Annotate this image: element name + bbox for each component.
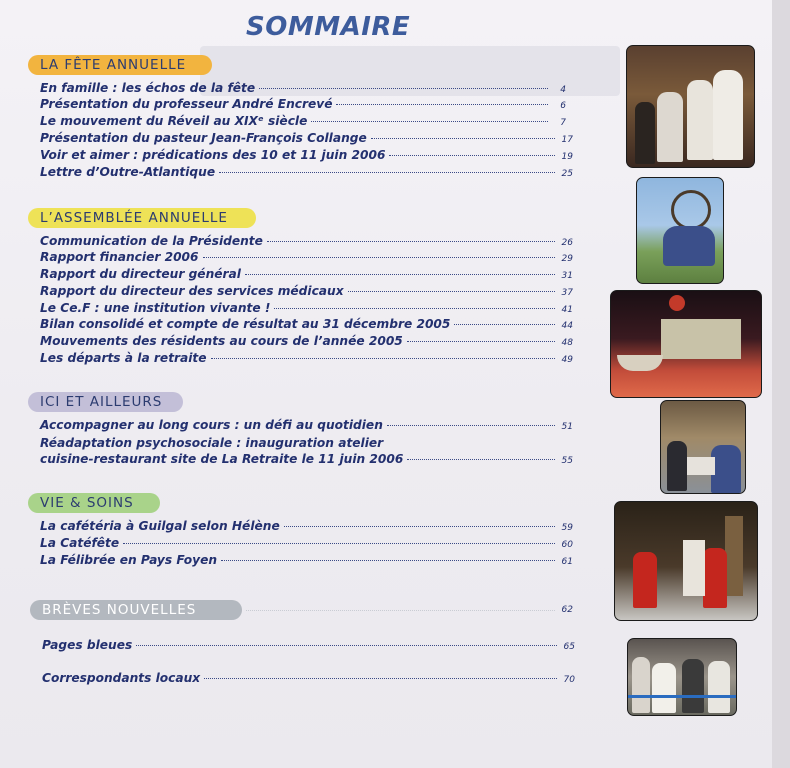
toc-entry-page: 7 [560,118,566,128]
leader-dots [219,172,555,173]
person-shape [667,441,687,491]
section-heading-ailleurs: ICI ET AILLEURS [28,392,183,412]
person-shape [711,445,741,493]
clock-tower-shape [725,516,743,596]
toc-entry-page: 17 [561,135,573,145]
toc-entry-label: Lettre d’Outre-Atlantique [40,165,216,179]
leader-dots [123,543,555,544]
leader-dots [204,678,557,679]
toc-entry[interactable] [40,519,573,535]
stage-gear-shape [669,295,685,311]
toc-entry-label: Rapport du directeur général [40,267,241,281]
leader-dots [387,425,555,426]
hot-air-balloon-photo [636,177,724,284]
toc-entry[interactable] [40,284,573,300]
section-heading-assemblee: L’ASSEMBLÉE ANNUELLE [28,208,256,228]
toc-entry-page: 41 [561,305,573,315]
leader-dots [336,104,548,105]
toc-entry-page: 55 [561,456,573,466]
guard-shape [633,552,657,608]
toc-entry-label: Rapport financier 2006 [40,250,199,264]
toc-entry-label: Correspondants locaux [42,671,201,685]
leader-dots [246,610,555,611]
leader-dots [454,324,555,325]
stage-set-shape [661,319,741,359]
choir-singer-shape [657,92,683,162]
person-shape [708,661,730,713]
toc-entry-label: Accompagner au long cours : un défi au quotidien [40,418,383,432]
toc-entry-label: Les départs à la retraite [40,351,207,365]
choir-singer-shape [687,80,713,160]
leader-dots [259,88,548,89]
toc-entry-page: 25 [561,169,573,179]
leader-dots [245,274,555,275]
person-shape [632,657,650,713]
sentry-box-shape [683,540,705,596]
toc-entry-label: Présentation du professeur André Encrevé [40,97,333,111]
toc-entry[interactable] [40,131,573,147]
toc-entry[interactable] [40,267,573,283]
toc-entry[interactable] [42,638,575,654]
toc-entry-page: 61 [561,557,573,567]
stage-performance-photo [610,290,762,398]
person-shape [663,226,715,266]
guard-shape [703,548,727,608]
toc-entry[interactable] [40,351,573,367]
toc-entry-page: 26 [561,238,573,248]
toc-entry-page: 31 [561,271,573,281]
toc-entry-label: cuisine-restaurant site de La Retraite le 11 juin 2006 [40,452,404,466]
toc-entry[interactable] [40,97,566,113]
toc-entry-label: La Félibrée en Pays Foyen [40,553,218,567]
toc-entry-page: 37 [561,288,573,298]
toc-entry-page: 29 [561,254,573,264]
counter-shape [687,457,715,475]
section-heading-breves: BRÈVES NOUVELLES [30,600,242,620]
toc-entry-label: Le mouvement du Réveil au XIXᵉ siècle [40,114,308,128]
choir-photo [626,45,755,168]
toc-entry-page: 6 [560,101,566,111]
toc-entry-page: 60 [561,540,573,550]
leader-dots [389,155,555,156]
leader-dots [348,291,555,292]
toc-entry[interactable] [40,114,566,130]
toc-entry-label: Voir et aimer : prédications des 10 et 11 juin 2006 [40,148,386,162]
toc-entry-page: 70 [563,675,575,685]
leader-dots [136,645,557,646]
toc-entry[interactable] [40,234,573,250]
toc-entry-page: 65 [563,642,575,652]
toc-entry[interactable] [40,81,566,97]
section-heading-vie-soins: VIE & SOINS [28,493,160,513]
toc-entry-label: Bilan consolidé et compte de résultat au 31 décembre 2005 [40,317,451,331]
toc-entry-page: 62 [561,605,573,615]
page-edge [772,0,790,768]
toc-entry[interactable] [40,418,573,434]
toc-entry-page: 19 [561,152,573,162]
leader-dots [407,341,555,342]
toc-entry-label: La cafétéria à Guilgal selon Hélène [40,519,280,533]
person-shape [682,659,704,713]
leader-dots [407,459,555,460]
toc-entry-label: Réadaptation psychosociale : inauguration atelier [40,436,384,450]
leader-dots [371,138,555,139]
toc-entry[interactable] [40,317,573,333]
toc-entry[interactable] [40,536,573,552]
toc-entry-page: 4 [560,85,566,95]
leader-dots [267,241,555,242]
toc-entry[interactable] [40,436,573,452]
page-title: SOMMAIRE [246,12,411,42]
toc-entry-label: Le Ce.F : une institution vivante ! [40,301,271,315]
leader-dots [221,560,555,561]
ribbon-shape [628,695,736,698]
toc-entry[interactable] [40,452,573,468]
toc-entry[interactable] [42,671,575,687]
cafeteria-photo [660,400,746,494]
toc-entry-label: En famille : les échos de la fête [40,81,256,95]
toc-entry[interactable] [40,301,573,317]
leader-dots [274,308,555,309]
toc-entry-page: 48 [561,338,573,348]
stage-boat-shape [617,355,663,371]
toc-entry-page: 49 [561,355,573,365]
choir-singer-shape [713,70,743,160]
toc-entry-label: La Catéfête [40,536,120,550]
leader-dots [311,121,548,122]
toc-entry[interactable] [40,334,573,350]
toc-entry-label: Rapport du directeur des services médicaux [40,284,344,298]
toc-entry[interactable] [40,165,573,181]
toc-entry[interactable] [40,148,573,164]
person-shape [652,663,676,713]
ribbon-cutting-photo [627,638,737,716]
guards-costume-photo [614,501,758,621]
leader-dots [203,257,555,258]
leader-dots [284,526,555,527]
toc-entry-label: Pages bleues [42,638,133,652]
toc-entry-label: Présentation du pasteur Jean-François Collange [40,131,367,145]
leader-dots [211,358,555,359]
section-heading-fete: LA FÊTE ANNUELLE [28,55,212,75]
toc-entry[interactable] [40,250,573,266]
toc-entry-breves[interactable] [30,600,573,620]
toc-entry-label: Communication de la Présidente [40,234,263,248]
balloon-basket-shape [671,190,711,230]
toc-entry-page: 51 [561,422,573,432]
toc-entry-page: 59 [561,523,573,533]
toc-entry[interactable] [40,553,573,569]
toc-entry-page: 44 [561,321,573,331]
toc-entry-label: Mouvements des résidents au cours de l’année 2005 [40,334,403,348]
choir-singer-shape [635,102,655,164]
